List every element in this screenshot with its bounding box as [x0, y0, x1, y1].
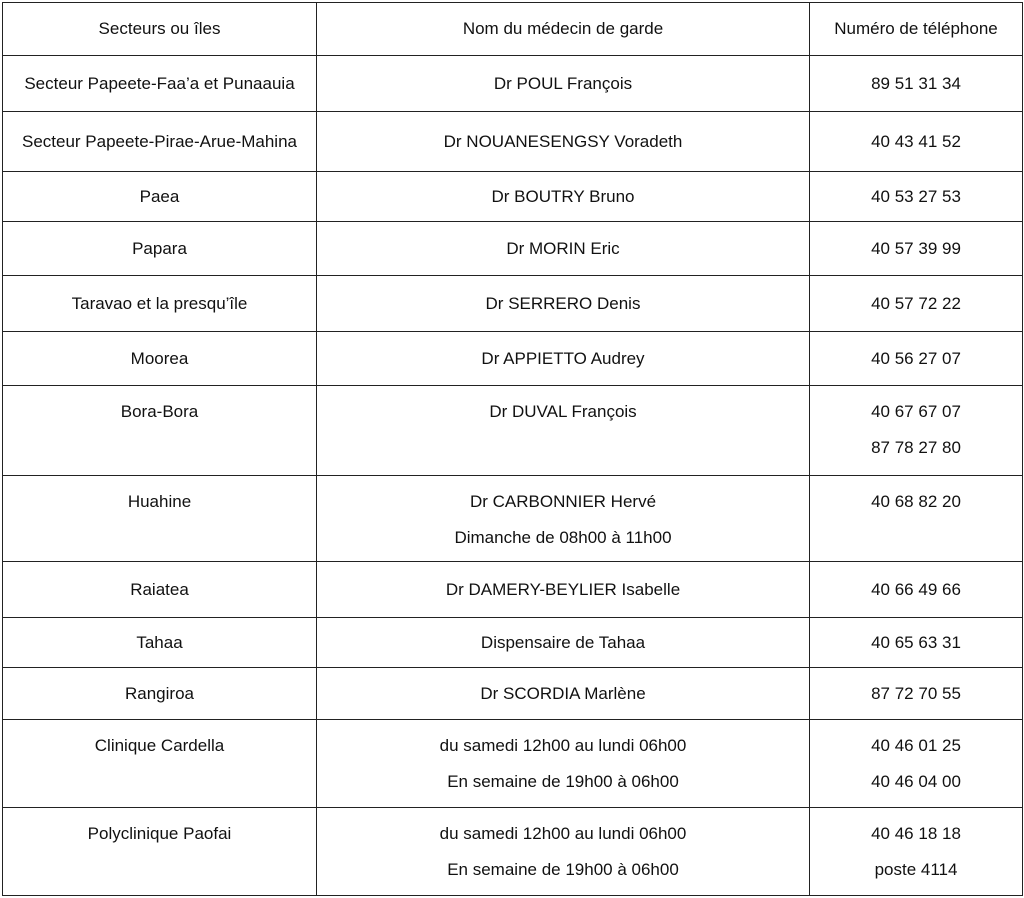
table-row — [3, 332, 1023, 386]
phone-cell — [810, 222, 1023, 276]
doctor-cell — [317, 386, 810, 476]
phone-cell — [810, 618, 1023, 668]
table-row — [3, 276, 1023, 332]
sector-name: Rangiroa — [125, 683, 194, 703]
sector-cell — [3, 276, 317, 332]
doctor-text: Dr POUL François — [493, 73, 633, 93]
doctor-text: Dr DAMERY-BEYLIER Isabelle — [445, 579, 681, 599]
phone-cell — [810, 172, 1023, 222]
phone-number: 40 46 04 00 — [871, 772, 961, 791]
phone-number: 40 66 49 66 — [871, 579, 961, 599]
phone-number: 89 51 31 34 — [871, 73, 961, 93]
sector-cell — [3, 808, 317, 896]
sector-name: Huahine — [127, 492, 192, 511]
phone-number: 87 78 27 80 — [871, 438, 961, 457]
doctor-text: Dr CARBONNIER Hervé — [469, 492, 657, 511]
phone-cell — [810, 112, 1023, 172]
doctor-cell — [317, 562, 810, 618]
sector-cell — [3, 720, 317, 808]
doctor-cell — [317, 56, 810, 112]
table-row — [3, 808, 1023, 896]
on-call-doctors-table — [2, 2, 1023, 896]
sector-cell — [3, 172, 317, 222]
phone-number: 40 68 82 20 — [871, 492, 961, 511]
phone-number: 40 57 39 99 — [871, 238, 961, 258]
sector-name: Polyclinique Paofai — [87, 824, 232, 843]
table-row — [3, 476, 1023, 562]
phone-number: poste 4114 — [874, 860, 958, 879]
doctor-text: du samedi 12h00 au lundi 06h00 — [439, 736, 687, 755]
phone-cell — [810, 276, 1023, 332]
sector-name: Secteur Papeete-Pirae-Arue-Mahina — [22, 131, 297, 151]
table-row — [3, 172, 1023, 222]
sector-cell — [3, 222, 317, 276]
table-row — [3, 720, 1023, 808]
doctor-text: Dr SERRERO Denis — [485, 293, 641, 313]
doctor-text: En semaine de 19h00 à 06h00 — [447, 860, 679, 879]
phone-number: 40 53 27 53 — [871, 186, 961, 206]
header-phone: Numéro de téléphone — [810, 3, 1023, 56]
doctor-cell — [317, 618, 810, 668]
sector-name: Paea — [139, 186, 180, 206]
phone-cell — [810, 386, 1023, 476]
table-body — [3, 56, 1023, 896]
header-row — [3, 3, 1023, 56]
doctor-cell — [317, 332, 810, 386]
doctor-text: Dr NOUANESENGSY Voradeth — [443, 131, 683, 151]
sector-cell — [3, 386, 317, 476]
sector-name: Raiatea — [130, 579, 189, 599]
doctor-cell — [317, 112, 810, 172]
doctor-text: Dr BOUTRY Bruno — [491, 186, 635, 206]
phone-number: 40 57 72 22 — [871, 293, 961, 313]
table-row — [3, 618, 1023, 668]
doctor-text: Dr SCORDIA Marlène — [480, 683, 646, 703]
phone-cell — [810, 476, 1023, 562]
doctor-text: Dimanche de 08h00 à 11h00 — [454, 528, 672, 547]
sector-name: Moorea — [130, 348, 189, 368]
doctor-text: Dr APPIETTO Audrey — [481, 348, 645, 368]
sector-cell — [3, 476, 317, 562]
phone-cell — [810, 720, 1023, 808]
sector-cell — [3, 112, 317, 172]
doctor-text: du samedi 12h00 au lundi 06h00 — [439, 824, 687, 843]
table-row — [3, 668, 1023, 720]
phone-number: 40 46 18 18 — [871, 824, 961, 843]
phone-number: 40 67 67 07 — [871, 402, 961, 421]
doctor-cell — [317, 808, 810, 896]
sector-name: Clinique Cardella — [94, 736, 225, 755]
sector-name: Papara — [132, 238, 187, 258]
doctor-text: Dispensaire de Tahaa — [480, 632, 646, 652]
header-sector: Secteurs ou îles — [3, 3, 317, 56]
doctor-cell — [317, 172, 810, 222]
doctor-cell — [317, 720, 810, 808]
phone-number: 87 72 70 55 — [871, 683, 961, 703]
phone-cell — [810, 808, 1023, 896]
sector-cell — [3, 668, 317, 720]
phone-number: 40 65 63 31 — [871, 632, 961, 652]
header-doctor: Nom du médecin de garde — [317, 3, 810, 56]
phone-number: 40 43 41 52 — [871, 131, 961, 151]
phone-cell — [810, 562, 1023, 618]
table-row — [3, 386, 1023, 476]
table-row — [3, 112, 1023, 172]
doctor-cell — [317, 668, 810, 720]
doctor-text: Dr MORIN Eric — [506, 238, 620, 258]
phone-number: 40 46 01 25 — [871, 736, 961, 755]
sector-name: Bora-Bora — [120, 402, 199, 421]
phone-cell — [810, 56, 1023, 112]
doctor-cell — [317, 222, 810, 276]
sector-cell — [3, 562, 317, 618]
doctor-cell — [317, 276, 810, 332]
sector-cell — [3, 56, 317, 112]
phone-number: 40 56 27 07 — [871, 348, 961, 368]
phone-cell — [810, 668, 1023, 720]
sector-name: Taravao et la presqu’île — [71, 293, 248, 313]
table-row — [3, 222, 1023, 276]
table-row — [3, 562, 1023, 618]
phone-cell — [810, 332, 1023, 386]
table-row — [3, 56, 1023, 112]
doctor-text: Dr DUVAL François — [489, 402, 637, 421]
doctor-text: En semaine de 19h00 à 06h00 — [447, 772, 679, 791]
sector-cell — [3, 332, 317, 386]
sector-name: Secteur Papeete-Faa’a et Punaauia — [24, 73, 295, 93]
doctor-cell — [317, 476, 810, 562]
sector-name: Tahaa — [136, 632, 183, 652]
sector-cell — [3, 618, 317, 668]
